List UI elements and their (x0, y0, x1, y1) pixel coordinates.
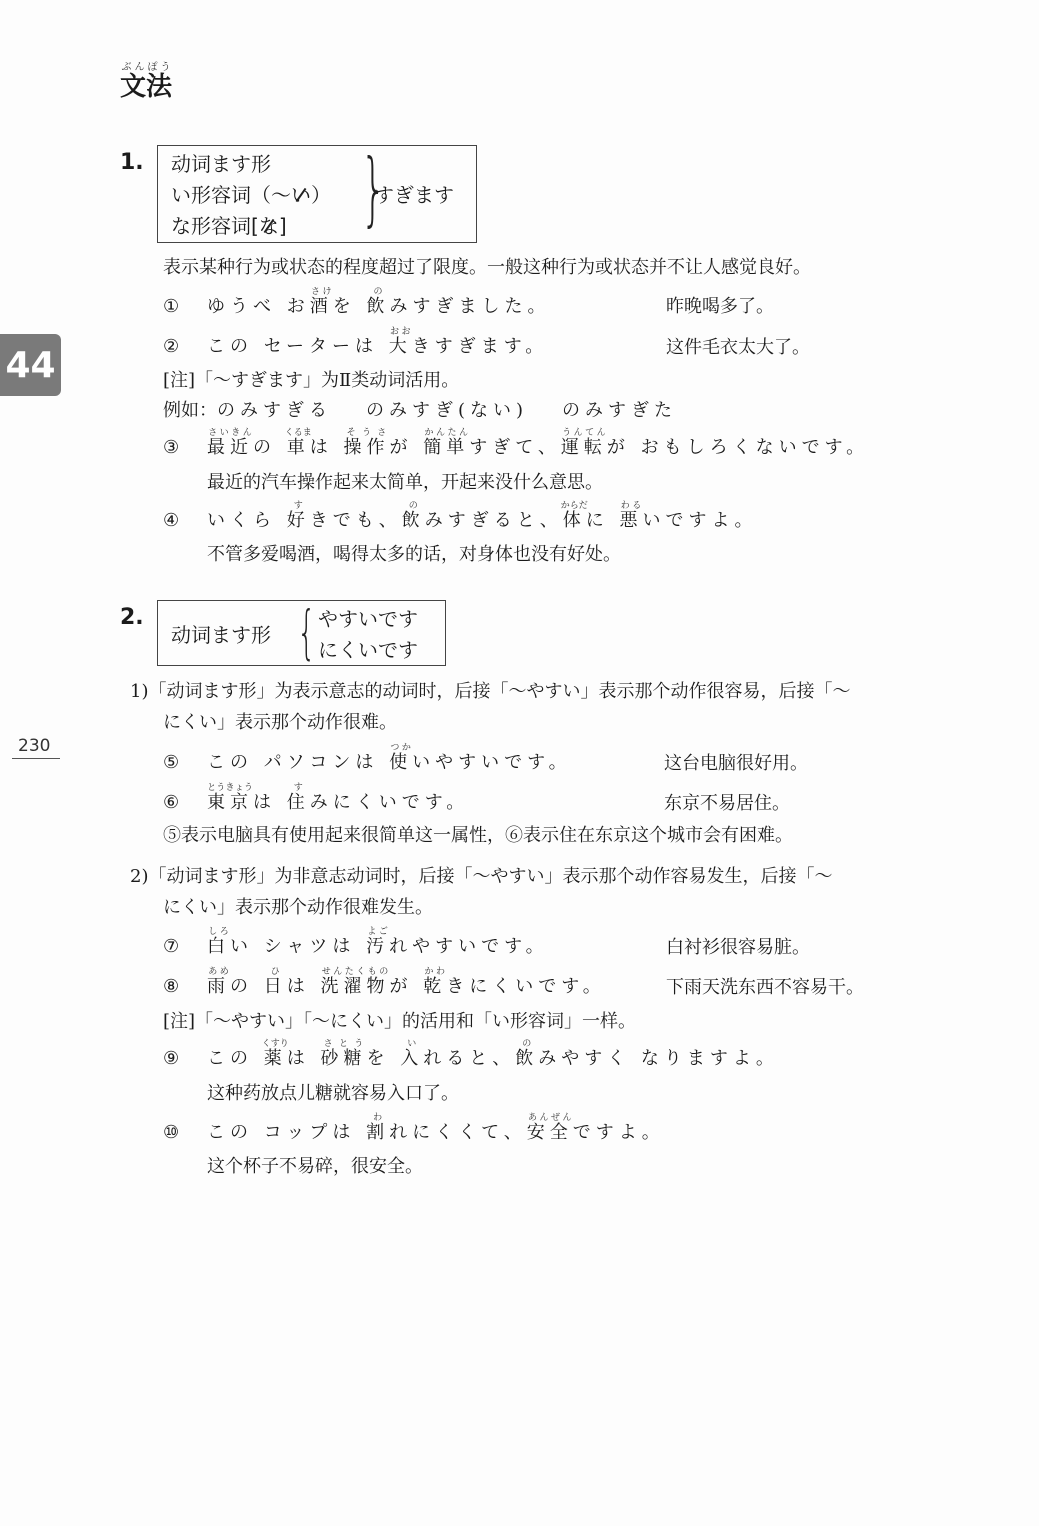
pattern-suffix: すぎます (374, 183, 454, 207)
example-5-jp: ⑤ この パソコンは 使つかいやすいです。 (163, 743, 572, 773)
struck-na-ending: な (259, 210, 279, 239)
example-3-cn: 最近的汽车操作起来太简单，开起来没什么意思。 (207, 472, 603, 493)
pattern-nikui: にくいです (318, 638, 418, 662)
example-4-jp: ④ いくら 好すきでも、飲のみすぎると、体からだに 悪わるいですよ。 (163, 501, 758, 531)
example-9-jp: ⑨ この 薬くすりは 砂糖さとうを 入いれると、飲のみやすく なりますよ。 (163, 1039, 779, 1069)
section-1-example-forms: 例如：のみすぎる のみすぎ(ない) のみすぎた (163, 400, 678, 421)
right-brace: } (360, 142, 387, 235)
section-2-point-1-line-1: 1)「动词ます形」为表示意志的动词时，后接「～やすい」表示那个动作很容易，后接「～ (130, 681, 851, 702)
example-2-jp: ② この セーターは 大おおきすぎます。 (163, 327, 549, 357)
heading-ruby: ぶんぽう (120, 62, 173, 73)
pattern-line-na-adjective: な形容词[な] (171, 210, 287, 239)
section-1-explanation: 表示某种行为或状态的程度超过了限度。一般这种行为或状态并不让人感觉良好。 (163, 257, 811, 278)
example-6-jp: ⑥ 東京とうきょうは 住すみにくいです。 (163, 783, 470, 813)
pattern-line-i-adjective: い形容词（～い） (171, 179, 331, 208)
example-6-cn: 东京不易居住。 (664, 793, 790, 814)
pattern-verb: 动词ます形 (171, 623, 271, 647)
example-10-jp: ⑩ この コップは 割われにくくて、安全あんぜんですよ。 (163, 1113, 665, 1143)
example-1-cn: 昨晚喝多了。 (666, 296, 774, 317)
section-2-point-1-note: ⑤表示电脑具有使用起来很简单这一属性，⑥表示住在东京这个城市会有困难。 (163, 825, 793, 846)
section-2-number: 2. (120, 605, 144, 630)
example-1-jp: ① ゆうべ お酒さけを 飲のみすぎました。 (163, 287, 551, 317)
section-1-pattern-box (157, 142, 477, 243)
section-1-number: 1. (120, 150, 144, 175)
example-8-cn: 下雨天洗东西不容易干。 (666, 977, 864, 998)
example-7-jp: ⑦ 白しろい シャツは 汚よごれやすいです。 (163, 927, 549, 957)
example-3-jp: ③ 最近さいきんの 車くるまは 操作そうさが 簡単かんたんすぎて、運転うんてんが おもしろくないです。 (163, 428, 870, 458)
section-2-point-1-line-2: にくい」表示那个动作很难。 (163, 712, 397, 733)
example-9-cn: 这种药放点儿糖就容易入口了。 (207, 1083, 459, 1104)
example-2-cn: 这件毛衣太大了。 (666, 337, 810, 358)
left-brace: { (297, 598, 316, 666)
example-4-cn: 不管多爱喝酒，喝得太多的话，对身体也没有好处。 (207, 544, 621, 565)
page-heading (120, 62, 172, 103)
page-number: 230 (18, 736, 51, 756)
lesson-tab: 44 (0, 334, 61, 396)
example-8-jp: ⑧ 雨あめの 日ひは 洗濯物せんたくものが 乾かわきにくいです。 (163, 967, 606, 997)
example-10-cn: 这个杯子不易碎，很安全。 (207, 1156, 423, 1177)
page-number-rule (12, 758, 60, 759)
pattern-line-verb: 动词ます形 (171, 152, 271, 176)
example-5-cn: 这台电脑很好用。 (664, 753, 808, 774)
pattern-yasui: やすいです (318, 607, 418, 631)
section-2-point-2-line-2: にくい」表示那个动作很难发生。 (163, 897, 433, 918)
section-1-note: [注]「～すぎます」为Ⅱ类动词活用。 (163, 370, 460, 391)
section-2-point-2-line-1: 2)「动词ます形」为非意志动词时，后接「～やすい」表示那个动作容易发生，后接「～ (130, 866, 833, 887)
struck-i-ending: い (291, 179, 311, 208)
section-2-note: [注]「～やすい」「～にくい」的活用和「い形容词」一样。 (163, 1011, 637, 1032)
section-2-pattern-box (157, 600, 446, 666)
example-7-cn: 白衬衫很容易脏。 (666, 937, 810, 958)
heading-title: 文法 (120, 72, 173, 102)
